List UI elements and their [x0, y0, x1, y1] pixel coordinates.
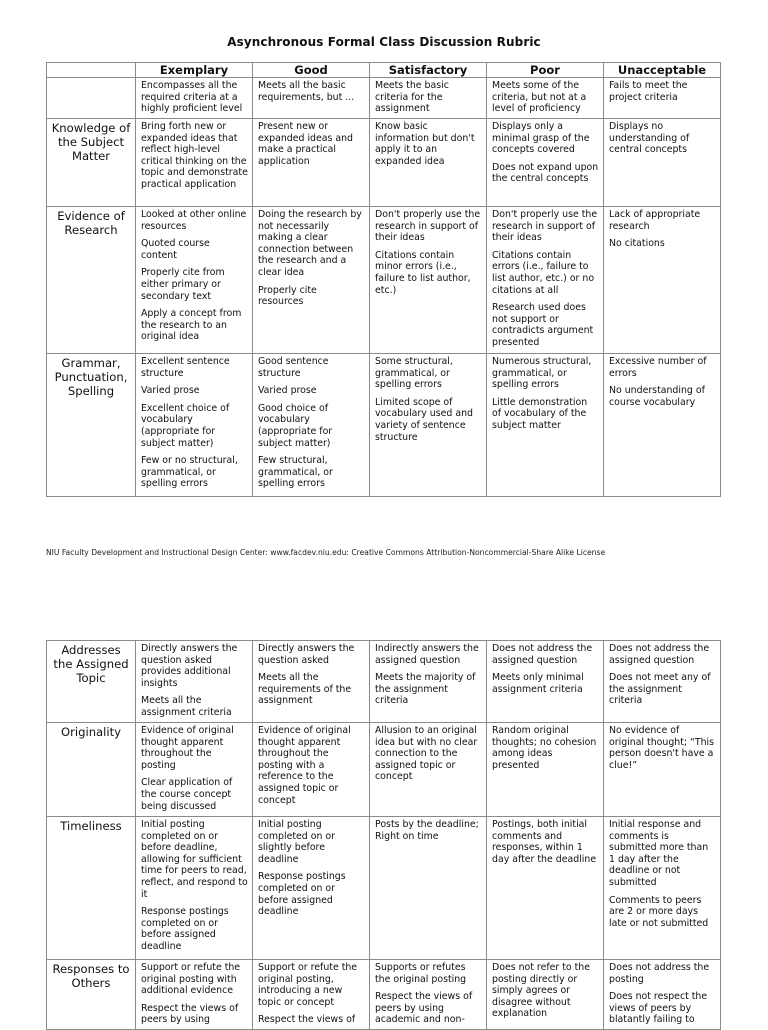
header-satisfactory: Satisfactory [370, 63, 487, 78]
rubric-row [47, 723, 721, 817]
rubric-row [47, 354, 721, 497]
cell-text: Evidence of original thought apparent throughout the posting [141, 725, 234, 771]
cell-text: Response postings completed on or before assigned deadline [258, 871, 346, 918]
cell-text: No citations [609, 238, 665, 250]
cell-text: Response postings completed on or before assigned deadline [141, 906, 229, 952]
rubric-cell [370, 960, 487, 1030]
header-poor: Poor [487, 63, 604, 78]
criterion-cell: Originality [47, 723, 136, 817]
cell-text: Does not address the assigned question [609, 643, 710, 666]
cell-text: Excellent sentence structure [141, 356, 230, 379]
rubric-cell [487, 641, 604, 723]
cell-text: Excessive number of errors [609, 356, 707, 379]
cell-text: Does not expand upon the central concepts [492, 161, 599, 185]
rubric-cell [253, 723, 370, 817]
header-unacceptable: Unacceptable [604, 63, 721, 78]
cell-text: Numerous structural, grammatical, or spelling errors [492, 356, 592, 391]
rubric-table-top [46, 62, 721, 497]
cell-text: Some structural, grammatical, or spelling errors [375, 356, 453, 391]
cell-text: Properly cite from either primary or secondary text [141, 267, 225, 302]
rubric-cell [604, 723, 721, 817]
rubric-cell [604, 119, 721, 207]
cell-text: Good sentence structure [258, 356, 329, 379]
cell-text: Displays only a minimal grasp of the concepts covered [492, 121, 590, 156]
criterion-cell: Grammar, Punctuation, Spelling [47, 354, 136, 497]
cell-text: Postings, both initial comments and responses, within 1 day after the deadline [492, 819, 597, 865]
cell-text: Excellent choice of vocabulary (appropriate for subject matter) [141, 402, 230, 449]
rubric-cell [136, 207, 253, 354]
cell-text: Lack of appropriate research [609, 209, 701, 232]
cell-text: Respect the views of peers by using [141, 1002, 239, 1026]
cell-text: Does not address the assigned question [492, 643, 593, 666]
rubric-cell [487, 207, 604, 354]
cell-text: No evidence of original thought; “This person doesn't have a clue!” [609, 725, 715, 771]
header-row [47, 63, 721, 78]
cell-text: Random original thoughts; no cohesion among ideas presented [492, 725, 597, 771]
criterion-cell: Responses to Others [47, 960, 136, 1030]
rubric-cell [604, 207, 721, 354]
cell-text: Does not address the posting [609, 962, 710, 985]
rubric-cell [253, 817, 370, 960]
rubric-cell [487, 723, 604, 817]
cell-text: Does not respect the views of peers by blatantly failing to [609, 991, 708, 1026]
cell-text: Don't properly use the research in support of their ideas [375, 209, 481, 244]
rubric-cell [370, 119, 487, 207]
header-exemplary: Exemplary [136, 63, 253, 78]
rubric-table-bottom [46, 640, 721, 1030]
rubric-cell [253, 641, 370, 723]
cell-text: Posts by the deadline; Right on time [375, 819, 479, 842]
cell-text: Initial posting completed on or before deadline, allowing for sufficient time for peers to read, reflect, and respond to it [141, 819, 248, 900]
rubric-cell [370, 354, 487, 497]
cell-text: Allusion to an original idea but with no clear connection to the assigned topic or concept [375, 725, 478, 783]
rubric-row [47, 641, 721, 723]
header-good: Good [253, 63, 370, 78]
cell-text: Respect the views of peers by using academic and non- [375, 991, 473, 1026]
cell-text: Indirectly answers the assigned question [375, 643, 479, 666]
rubric-cell [487, 817, 604, 960]
rubric-cell [253, 354, 370, 497]
rubric-row [47, 119, 721, 207]
cell-text: Evidence of original thought apparent throughout the posting with a reference to the assigned topic or concept [258, 725, 351, 806]
cell-text: Little demonstration of vocabulary of the subject matter [492, 396, 588, 431]
criterion-cell: Timeliness [47, 817, 136, 960]
cell-text: Clear application of the course concept being discussed [141, 777, 233, 812]
criterion-cell: Evidence of Research [47, 207, 136, 354]
rubric-cell [136, 354, 253, 497]
rubric-cell [370, 817, 487, 960]
cell-text: Know basic information but don't apply it to an expanded idea [375, 121, 475, 167]
rubric-row [47, 817, 721, 960]
rubric-cell [487, 78, 604, 119]
cell-text: Looked at other online resources [141, 209, 247, 232]
cell-text: Fails to meet the project criteria [609, 80, 688, 103]
rubric-cell [136, 78, 253, 119]
rubric-cell [604, 960, 721, 1030]
criterion-cell: Knowledge of the Subject Matter [47, 119, 136, 207]
cell-text: Properly cite resources [258, 284, 317, 308]
cell-text: Meets all the assignment criteria [141, 695, 232, 718]
cell-text: Few or no structural, grammatical, or spelling errors [141, 455, 238, 490]
cell-text: Varied prose [141, 385, 200, 397]
cell-text: Doing the research by not necessarily making a clear connection between the research and a clear idea [258, 209, 362, 278]
rubric-cell [487, 119, 604, 207]
page-title: Asynchronous Formal Class Discussion Rubric [227, 35, 541, 49]
cell-text: Displays no understanding of central concepts [609, 121, 690, 156]
cell-text: Good choice of vocabulary (appropriate for subject matter) [258, 402, 333, 449]
rubric-cell [136, 641, 253, 723]
rubric-cell [604, 78, 721, 119]
cell-text: Meets the majority of the assignment criteria [375, 672, 476, 707]
cell-text: Citations contain minor errors (i.e., failure to list author, etc.) [375, 249, 471, 296]
cell-text: Supports or refutes the original posting [375, 962, 467, 985]
rubric-cell [487, 960, 604, 1030]
rubric-cell [370, 641, 487, 723]
cell-text: Initial response and comments is submitted more than 1 day after the deadline or not submitted [609, 819, 709, 888]
rubric-cell [370, 78, 487, 119]
rubric-cell [253, 78, 370, 119]
rubric-cell [253, 119, 370, 207]
rubric-cell [604, 354, 721, 497]
criterion-cell [47, 78, 136, 119]
rubric-row [47, 207, 721, 354]
cell-text: Initial posting completed on or slightly before deadline [258, 819, 335, 865]
cell-text: Citations contain errors (i.e., failure to list author, etc.) or no citations at all [492, 249, 595, 296]
header-empty [47, 63, 136, 78]
cell-text: Meets the basic criteria for the assignment [375, 80, 449, 115]
cell-text: Encompasses all the required criteria at a highly proficient level [141, 80, 243, 115]
rubric-cell [136, 960, 253, 1030]
rubric-cell [136, 723, 253, 817]
cell-text: Meets all the requirements of the assignment [258, 672, 352, 707]
cell-text: Comments to peers are 2 or more days late or not submitted [609, 894, 709, 929]
footer-license: NIU Faculty Development and Instructional Design Center: www.facdev.niu.edu: Creative Commons Attribution-Noncommercial-Share Alike License [46, 548, 606, 557]
rubric-cell [604, 641, 721, 723]
rubric-cell [253, 960, 370, 1030]
cell-text: Don't properly use the research in support of their ideas [492, 209, 598, 244]
cell-text: Does not meet any of the assignment criteria [609, 672, 711, 707]
cell-text: Directly answers the question asked [258, 643, 355, 666]
rubric-cell [253, 207, 370, 354]
rubric-cell [487, 354, 604, 497]
cell-text: Meets some of the criteria, but not at a level of proficiency [492, 80, 587, 115]
rubric-row [47, 960, 721, 1030]
rubric-cell [136, 119, 253, 207]
rubric-cell [370, 207, 487, 354]
cell-text: Support or refute the original posting, introducing a new topic or concept [258, 962, 358, 1008]
cell-text: No understanding of course vocabulary [609, 385, 705, 408]
cell-text: Directly answers the question asked provides additional insights [141, 643, 238, 689]
cell-text: Limited scope of vocabulary used and variety of sentence structure [375, 396, 473, 443]
cell-text: Apply a concept from the research to an original idea [141, 308, 242, 343]
rubric-cell [370, 723, 487, 817]
cell-text: Meets all the basic requirements, but ... [258, 80, 355, 103]
cell-text: Varied prose [258, 385, 317, 397]
cell-text: Support or refute the original posting with additional evidence [141, 962, 241, 997]
cell-text: Bring forth new or expanded ideas that reflect high-level critical thinking on the topic and demonstrate practical application [141, 121, 248, 190]
criterion-cell: Addresses the Assigned Topic [47, 641, 136, 723]
rubric-row [47, 78, 721, 119]
cell-text: Quoted course content [141, 238, 210, 261]
cell-text: Respect the views of [258, 1014, 356, 1026]
rubric-cell [136, 817, 253, 960]
cell-text: Present new or expanded ideas and make a practical application [258, 121, 354, 167]
cell-text: Few structural, grammatical, or spelling errors [258, 455, 333, 490]
cell-text: Research used does not support or contradicts argument presented [492, 302, 594, 348]
rubric-cell [604, 817, 721, 960]
cell-text: Meets only minimal assignment criteria [492, 672, 584, 695]
cell-text: Does not refer to the posting directly or simply agrees or disagree without explanation [492, 962, 591, 1020]
